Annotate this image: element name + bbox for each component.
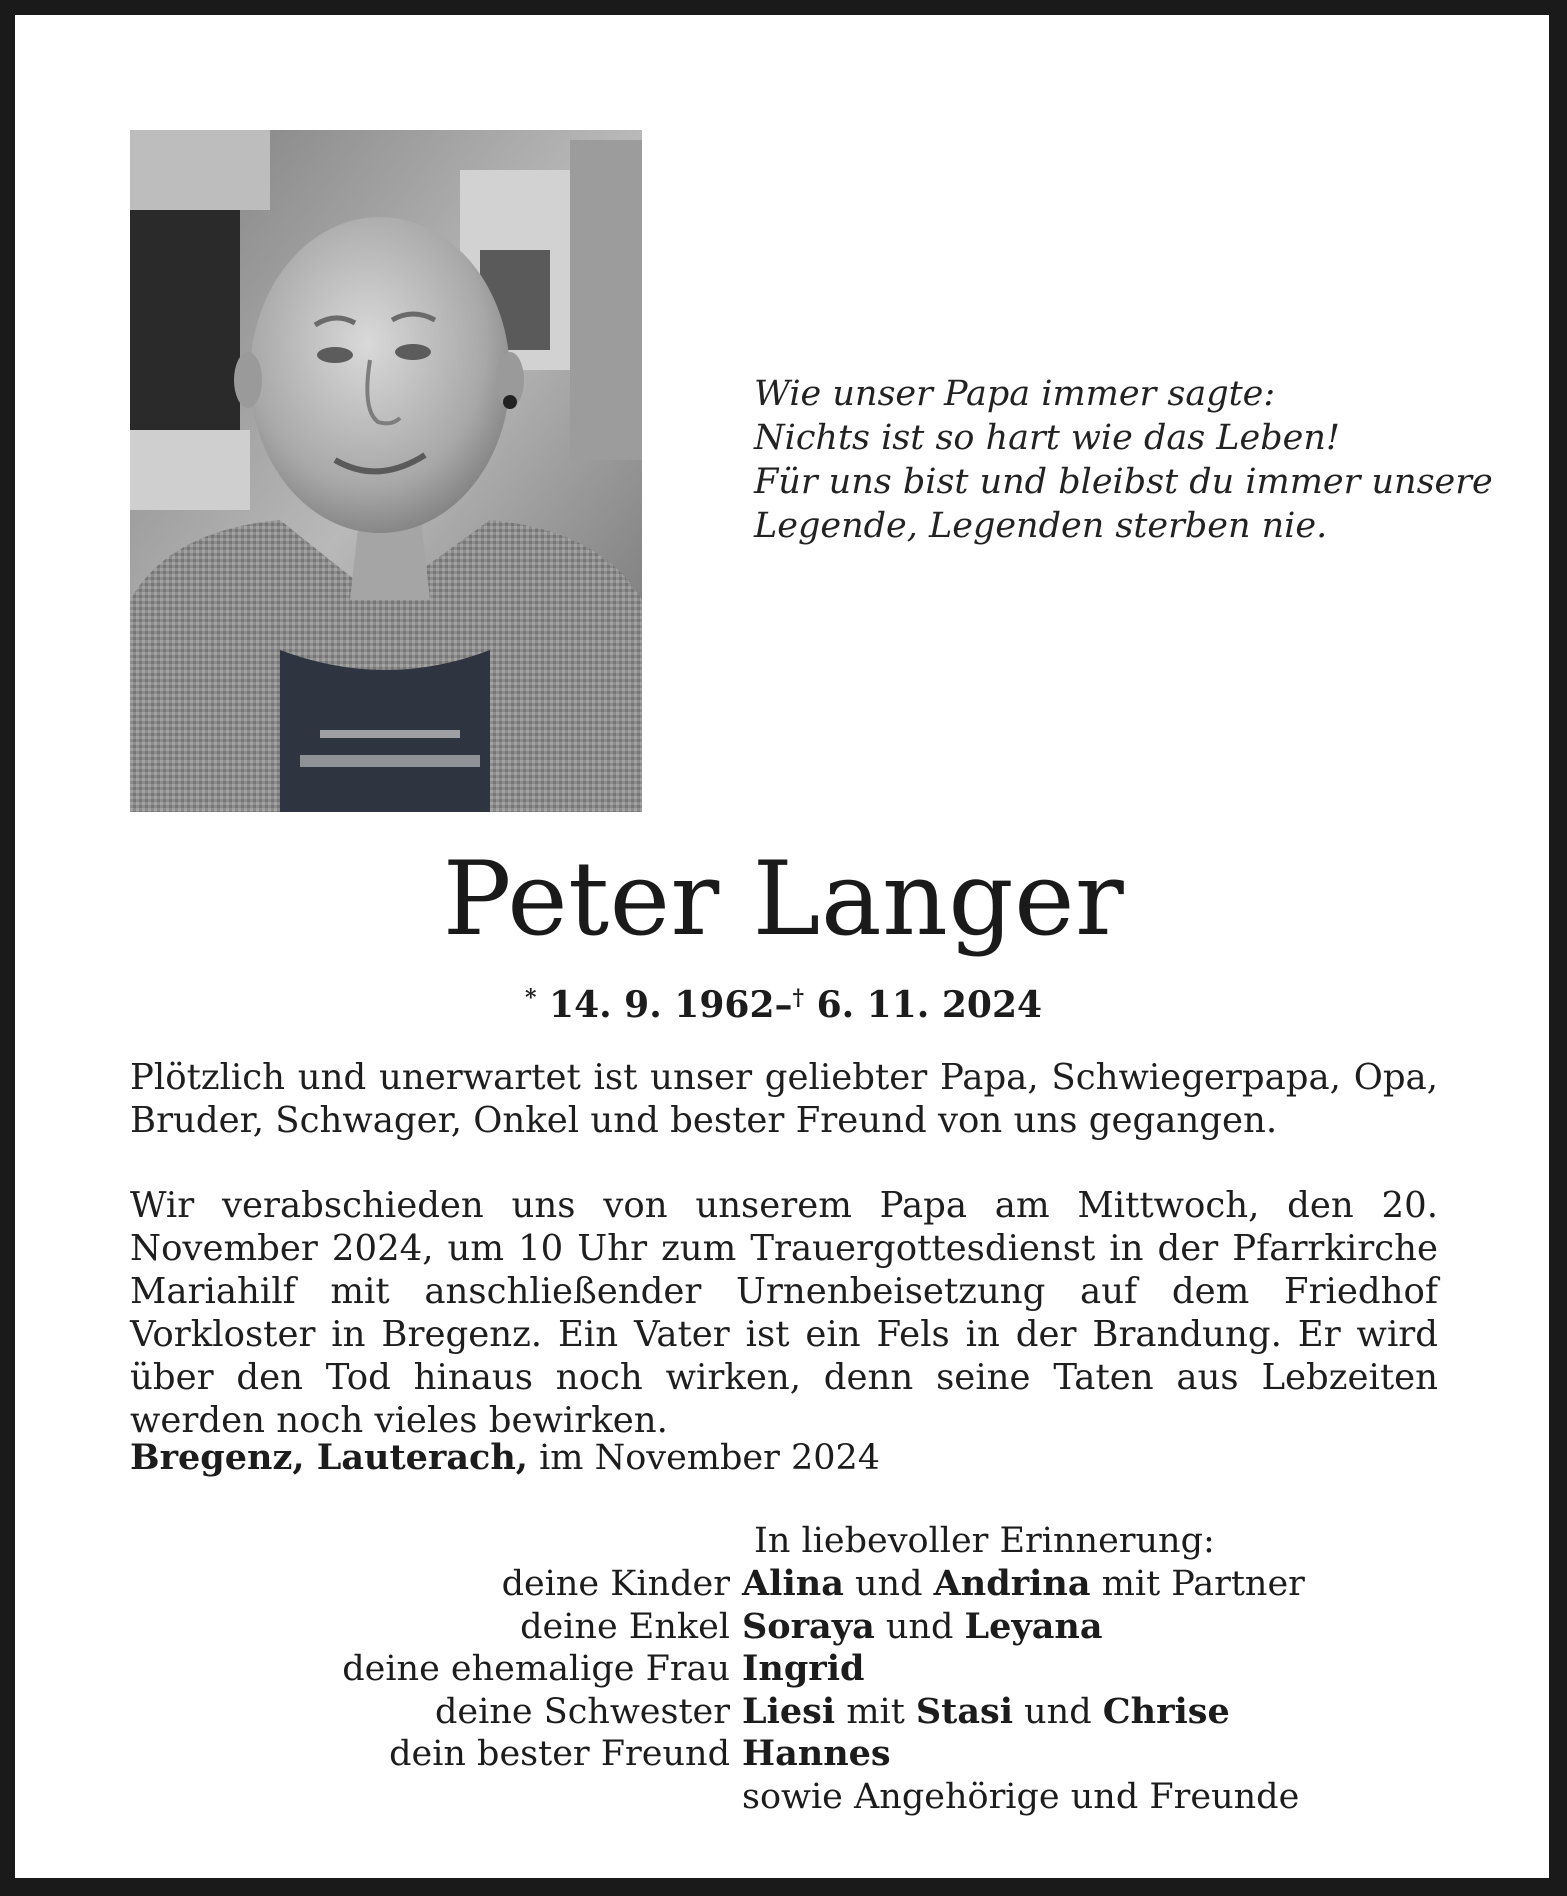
quote	[754, 372, 1493, 548]
family-member-name: Chrise	[1102, 1690, 1230, 1732]
deceased-name: Peter Langer	[442, 840, 1125, 959]
portrait-photo	[130, 130, 642, 812]
life-dates	[0, 976, 1567, 1027]
family-connector: und	[843, 1564, 934, 1604]
family-names	[742, 1648, 1450, 1691]
family-connector: sowie Angehörige und Freunde	[742, 1776, 1300, 1817]
quote-line: Für uns bist und bleibst du immer unsere	[754, 462, 1493, 502]
family-member-name: Liesi	[742, 1690, 836, 1732]
family-row	[130, 1733, 1450, 1776]
family-connector: und	[874, 1606, 965, 1647]
family-names	[742, 1733, 1450, 1776]
place-date: im November 2024	[527, 1438, 881, 1478]
family-names	[742, 1691, 1450, 1734]
place-date-line	[130, 1436, 880, 1480]
family-member-name: Hannes	[742, 1733, 891, 1774]
death-symbol: †	[792, 985, 805, 1011]
quote-line: Legende, Legenden sterben nie.	[754, 506, 1328, 546]
date-separator: –	[774, 984, 793, 1026]
remembrance-heading: In liebevoller Erinnerung:	[754, 1521, 1215, 1561]
family-member-name: Ingrid	[742, 1648, 865, 1689]
announcement-paragraph: Plötzlich und unerwartet ist unser geliebter Papa, Schwiegerpapa, Opa, Bruder, Schwager, Onkel und bester Freund von uns gegangen.	[130, 1057, 1438, 1141]
family-row	[130, 1691, 1450, 1734]
family-member-name: Andrina	[933, 1563, 1091, 1604]
family-connector: mit	[835, 1691, 916, 1732]
family-relation: deine ehemalige Frau	[342, 1649, 730, 1689]
birth-symbol: *	[524, 985, 537, 1011]
family-names	[742, 1606, 1450, 1649]
family-member-name: Soraya	[742, 1605, 875, 1647]
place-towns: Bregenz, Lauterach,	[130, 1437, 528, 1478]
family-names	[742, 1776, 1450, 1819]
family-row	[130, 1648, 1450, 1691]
birth-date: 14. 9. 1962	[549, 984, 775, 1026]
family-member-name: Alina	[742, 1563, 844, 1604]
family-relation: deine Schwester	[435, 1691, 730, 1732]
quote-line: Nichts ist so hart wie das Leben!	[754, 418, 1340, 458]
family-connector: mit Partner	[1090, 1564, 1305, 1604]
family-member-name: Stasi	[915, 1690, 1014, 1732]
family-names	[742, 1563, 1450, 1606]
family-row	[130, 1563, 1450, 1606]
death-date: 6. 11. 2024	[816, 984, 1043, 1026]
funeral-paragraph: Wir verabschieden uns von unserem Papa am Mittwoch, den 20. November 2024, um 10 Uhr zum Trauergottesdienst in der Pfarrkirche Mariahilf mit anschließender Urnenbeisetzung auf dem Friedhof Vorkloster in Bregenz. Ein Vater ist ein Fels in der Brandung. Er wird über den Tod hinaus noch wirken, denn seine Taten aus Lebzeiten werden noch vieles bewirken.	[130, 1185, 1438, 1441]
family-relation: deine Kinder	[501, 1564, 730, 1604]
portrait-illustration	[130, 130, 642, 812]
family-list	[130, 1563, 1450, 1818]
family-relation: dein bester Freund	[389, 1734, 730, 1774]
family-relation: deine Enkel	[520, 1606, 730, 1647]
family-relation	[130, 1776, 742, 1819]
family-member-name: Leyana	[964, 1605, 1103, 1647]
quote-line: Wie unser Papa immer sagte:	[754, 374, 1276, 414]
family-row	[130, 1606, 1450, 1649]
family-row	[130, 1776, 1450, 1819]
family-connector: und	[1013, 1691, 1103, 1732]
